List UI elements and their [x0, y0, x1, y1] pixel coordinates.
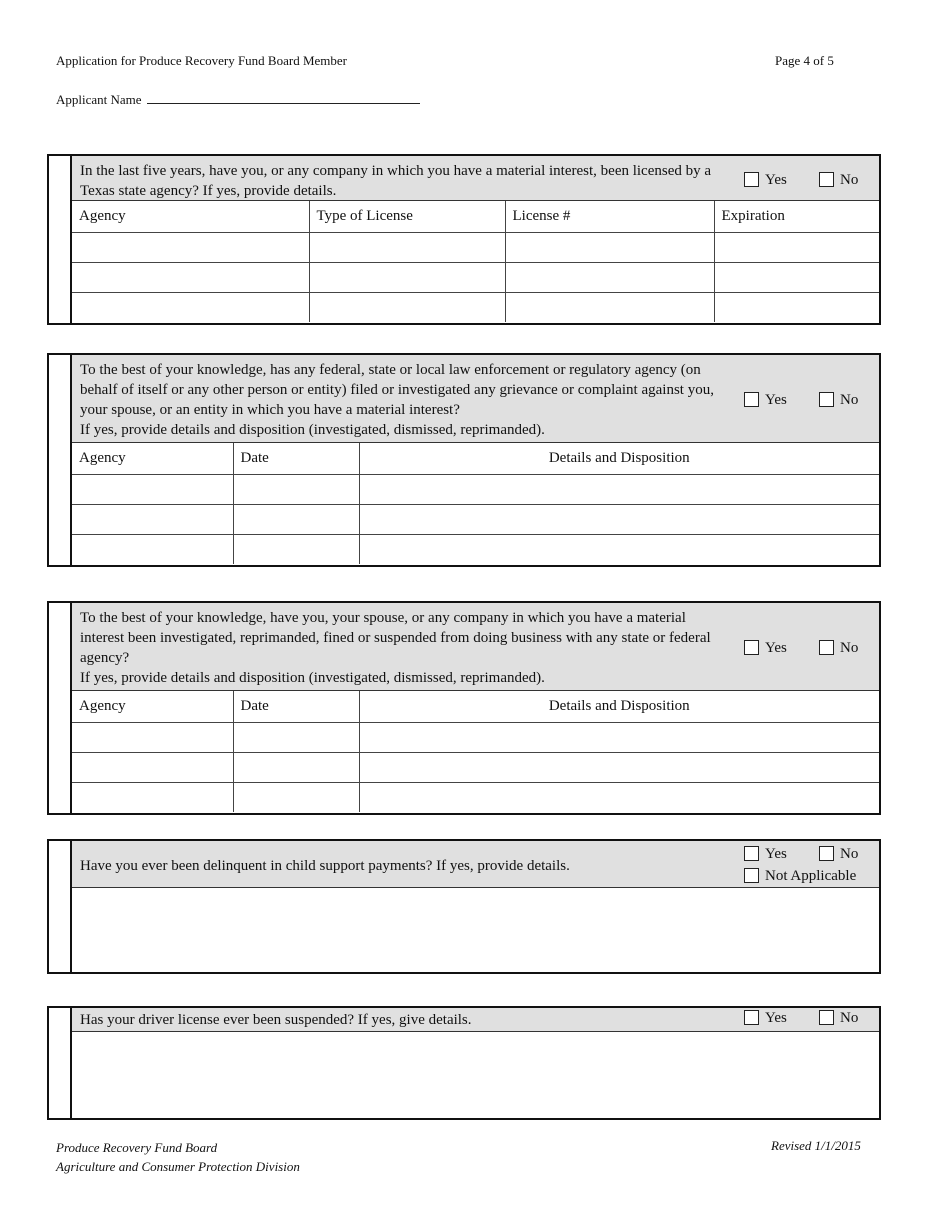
question-main: To the best of your knowledge, has any federal, state or local law enforcement or regulatory agency (on behalf of itself or any other person or entity) filed or investigated any grievance or complaint against you, your spouse, or an entity in which you have a material interest?	[80, 362, 714, 418]
table-cell[interactable]	[359, 722, 879, 752]
table-cell[interactable]	[233, 504, 359, 534]
table-cell[interactable]	[72, 722, 233, 752]
table-cell[interactable]	[72, 232, 309, 262]
section-spine	[49, 355, 72, 565]
table-cell[interactable]	[359, 534, 879, 564]
no-option[interactable]	[819, 172, 858, 189]
column-header: Type of License	[309, 201, 505, 232]
table-cell[interactable]	[505, 292, 714, 322]
table-row	[72, 292, 879, 322]
question-text: Have you ever been delinquent in child support payments? If yes, provide details.	[80, 858, 570, 874]
table-cell[interactable]	[309, 262, 505, 292]
section-law-enforcement-complaint	[47, 353, 881, 567]
no-checkbox[interactable]	[819, 846, 834, 861]
table-row	[72, 782, 879, 812]
column-header: Details and Disposition	[359, 691, 879, 722]
form-title: Application for Produce Recovery Fund Board Member	[56, 53, 347, 68]
question-followup: If yes, provide details and disposition (investigated, dismissed, reprimanded).	[80, 670, 545, 686]
yes-option[interactable]	[744, 172, 787, 189]
table-row	[72, 262, 879, 292]
not-applicable-checkbox[interactable]	[744, 868, 759, 883]
footer-revised: Revised 1/1/2015	[771, 1138, 861, 1153]
table-cell[interactable]	[233, 752, 359, 782]
yes-checkbox[interactable]	[744, 172, 759, 187]
applicant-name-label: Applicant Name	[56, 92, 142, 107]
table-cell[interactable]	[72, 262, 309, 292]
yes-checkbox[interactable]	[744, 1010, 759, 1025]
page-number: Page 4 of 5	[775, 53, 834, 68]
table-cell[interactable]	[359, 782, 879, 812]
table-header-row	[72, 201, 879, 232]
question-text: In the last five years, have you, or any company in which you have a material interest, been licensed by a Texas state agency? If yes, provide details.	[80, 163, 712, 199]
table-cell[interactable]	[72, 504, 233, 534]
no-checkbox[interactable]	[819, 640, 834, 655]
yes-option[interactable]	[744, 846, 787, 863]
yes-label: Yes	[765, 640, 787, 656]
yes-option[interactable]	[744, 392, 787, 409]
table-row	[72, 474, 879, 504]
column-header: Date	[233, 691, 359, 722]
question-text	[80, 608, 732, 688]
no-label: No	[840, 172, 859, 188]
question-row	[72, 841, 879, 888]
no-label: No	[840, 640, 859, 656]
no-checkbox[interactable]	[819, 1010, 834, 1025]
section-spine	[49, 1008, 72, 1118]
column-header: Expiration	[714, 201, 879, 232]
table-cell[interactable]	[505, 262, 714, 292]
table-cell[interactable]	[505, 232, 714, 262]
table-cell[interactable]	[309, 292, 505, 322]
license-table	[72, 201, 879, 322]
table-cell[interactable]	[233, 474, 359, 504]
not-applicable-label: Not Applicable	[765, 868, 857, 884]
section-spine	[49, 603, 72, 813]
yes-checkbox[interactable]	[744, 846, 759, 861]
no-option[interactable]	[819, 846, 858, 863]
footer-org	[56, 1138, 300, 1176]
table-cell[interactable]	[714, 262, 879, 292]
no-option[interactable]	[819, 640, 858, 657]
table-row	[72, 752, 879, 782]
table-cell[interactable]	[309, 232, 505, 262]
table-cell[interactable]	[359, 504, 879, 534]
column-header: License #	[505, 201, 714, 232]
yes-option[interactable]	[744, 640, 787, 657]
no-option[interactable]	[819, 392, 858, 409]
footer-division: Agriculture and Consumer Protection Division	[56, 1159, 300, 1174]
question-row	[72, 603, 879, 691]
table-row	[72, 504, 879, 534]
no-option[interactable]	[819, 1010, 858, 1027]
no-checkbox[interactable]	[819, 172, 834, 187]
table-cell[interactable]	[714, 232, 879, 262]
yes-option[interactable]	[744, 1010, 787, 1027]
table-row	[72, 722, 879, 752]
table-row	[72, 232, 879, 262]
no-label: No	[840, 846, 859, 862]
details-area[interactable]	[72, 1032, 879, 1118]
question-text: Has your driver license ever been suspended? If yes, give details.	[80, 1012, 472, 1028]
table-cell[interactable]	[72, 752, 233, 782]
section-agency-investigation	[47, 601, 881, 815]
table-cell[interactable]	[72, 782, 233, 812]
question-text	[80, 360, 732, 440]
table-header-row	[72, 443, 879, 474]
table-row	[72, 534, 879, 564]
column-header: Agency	[72, 691, 233, 722]
section-texas-license	[47, 154, 881, 325]
no-checkbox[interactable]	[819, 392, 834, 407]
details-area[interactable]	[72, 888, 879, 972]
table-header-row	[72, 691, 879, 722]
column-header: Agency	[72, 443, 233, 474]
column-header: Agency	[72, 201, 309, 232]
section-child-support	[47, 839, 881, 974]
table-cell[interactable]	[72, 534, 233, 564]
table-cell[interactable]	[233, 782, 359, 812]
yes-label: Yes	[765, 1010, 787, 1026]
yes-checkbox[interactable]	[744, 640, 759, 655]
yes-checkbox[interactable]	[744, 392, 759, 407]
question-main: To the best of your knowledge, have you, your spouse, or any company in which you have a material interest been investigated, reprimanded, fined or suspended from doing business with any state or federal agency?	[80, 610, 711, 666]
yes-label: Yes	[765, 392, 787, 408]
table-cell[interactable]	[72, 474, 233, 504]
not-applicable-option[interactable]	[744, 868, 856, 885]
column-header: Date	[233, 443, 359, 474]
question-row	[72, 355, 879, 443]
table-cell[interactable]	[359, 752, 879, 782]
complaint-table	[72, 443, 879, 564]
applicant-name-row	[56, 91, 420, 108]
table-cell[interactable]	[233, 722, 359, 752]
section-spine	[49, 156, 72, 323]
question-row	[72, 156, 879, 201]
table-cell[interactable]	[72, 292, 309, 322]
no-label: No	[840, 1010, 859, 1026]
footer-org-name: Produce Recovery Fund Board	[56, 1140, 218, 1155]
section-spine	[49, 841, 72, 972]
question-row	[72, 1008, 879, 1032]
column-header: Details and Disposition	[359, 443, 879, 474]
table-cell[interactable]	[714, 292, 879, 322]
yes-label: Yes	[765, 172, 787, 188]
question-followup: If yes, provide details and disposition (investigated, dismissed, reprimanded).	[80, 422, 545, 438]
table-cell[interactable]	[233, 534, 359, 564]
table-cell[interactable]	[359, 474, 879, 504]
section-driver-license	[47, 1006, 881, 1120]
investigation-table	[72, 691, 879, 812]
applicant-name-field[interactable]	[147, 91, 420, 104]
no-label: No	[840, 392, 859, 408]
yes-label: Yes	[765, 846, 787, 862]
